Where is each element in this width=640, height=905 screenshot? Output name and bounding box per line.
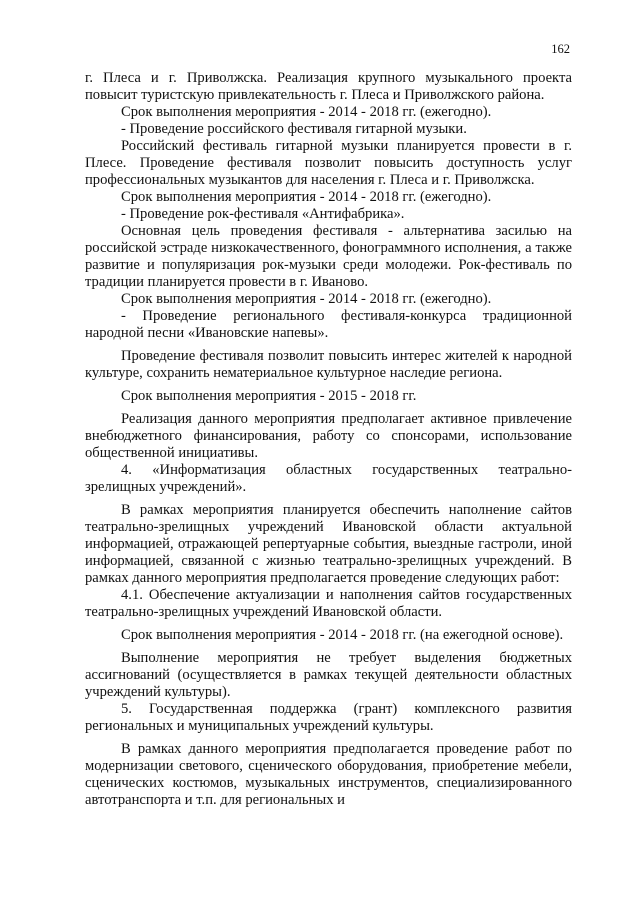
paragraph: Выполнение мероприятия не требует выделения бюджетных ассигнований (осуществляется в рамках текущей деятельности областных учреждений культуры).: [85, 650, 572, 700]
paragraph: Российский фестиваль гитарной музыки планируется провести в г. Плесе. Проведение фестиваля позволит повысить доступность услуг профессиональных музыкантов для населения г. Плеса и г. Приволжска.: [85, 138, 572, 188]
paragraph: Основная цель проведения фестиваля - альтернатива засилью на российской эстраде низкокачественного, фонограммного исполнения, а также развитие и популяризация рок-музыки среди молодежи. Рок-фестиваль по традиции планируется провести в г. Иваново.: [85, 223, 572, 290]
page-number: 162: [551, 42, 570, 56]
document-body: [85, 70, 572, 809]
paragraph: Срок выполнения мероприятия - 2014 - 2018 гг. (ежегодно).: [121, 104, 492, 120]
paragraph: - Проведение регионального фестиваля-конкурса традиционной народной песни «Ивановские напевы».: [85, 308, 572, 341]
paragraph: 4.1. Обеспечение актуализации и наполнения сайтов государственных театрально-зрелищных учреждений Ивановской области.: [85, 587, 572, 620]
paragraph: Срок выполнения мероприятия - 2014 - 2018 гг. (на ежегодной основе).: [121, 627, 564, 643]
paragraph: - Проведение российского фестиваля гитарной музыки.: [121, 121, 467, 137]
paragraph: Реализация данного мероприятия предполагает активное привлечение внебюджетного финансирования, работу со спонсорами, использование общественной инициативы.: [85, 411, 572, 461]
paragraph: 4. «Информатизация областных государственных театрально-зрелищных учреждений».: [85, 462, 572, 495]
paragraph: 5. Государственная поддержка (грант) комплексного развития региональных и муниципальных учреждений культуры.: [85, 701, 572, 734]
paragraph: В рамках данного мероприятия предполагается проведение работ по модернизации светового, сценического оборудования, приобретение мебели, сценических костюмов, музыкальных инструментов, специализированного автотранспорта и т.п. для региональных и: [85, 741, 572, 808]
paragraph: - Проведение рок-фестиваля «Антифабрика».: [121, 206, 405, 222]
paragraph: Срок выполнения мероприятия - 2015 - 2018 гг.: [121, 388, 417, 404]
paragraph: Срок выполнения мероприятия - 2014 - 2018 гг. (ежегодно).: [121, 189, 492, 205]
paragraph: Срок выполнения мероприятия - 2014 - 2018 гг. (ежегодно).: [121, 291, 492, 307]
paragraph: В рамках мероприятия планируется обеспечить наполнение сайтов театрально-зрелищных учреждений Ивановской области актуальной информацией, отражающей репертуарные события, выездные гастроли, иной информацией, связанной с жизнью театрально-зрелищных учреждений. В рамках данного мероприятия предполагается проведение следующих работ:: [85, 502, 572, 586]
paragraph: Проведение фестиваля позволит повысить интерес жителей к народной культуре, сохранить нематериальное культурное наследие региона.: [85, 348, 572, 381]
paragraph: г. Плеса и г. Приволжска. Реализация крупного музыкального проекта повысит туристскую привлекательность г. Плеса и Приволжского района.: [85, 70, 572, 103]
